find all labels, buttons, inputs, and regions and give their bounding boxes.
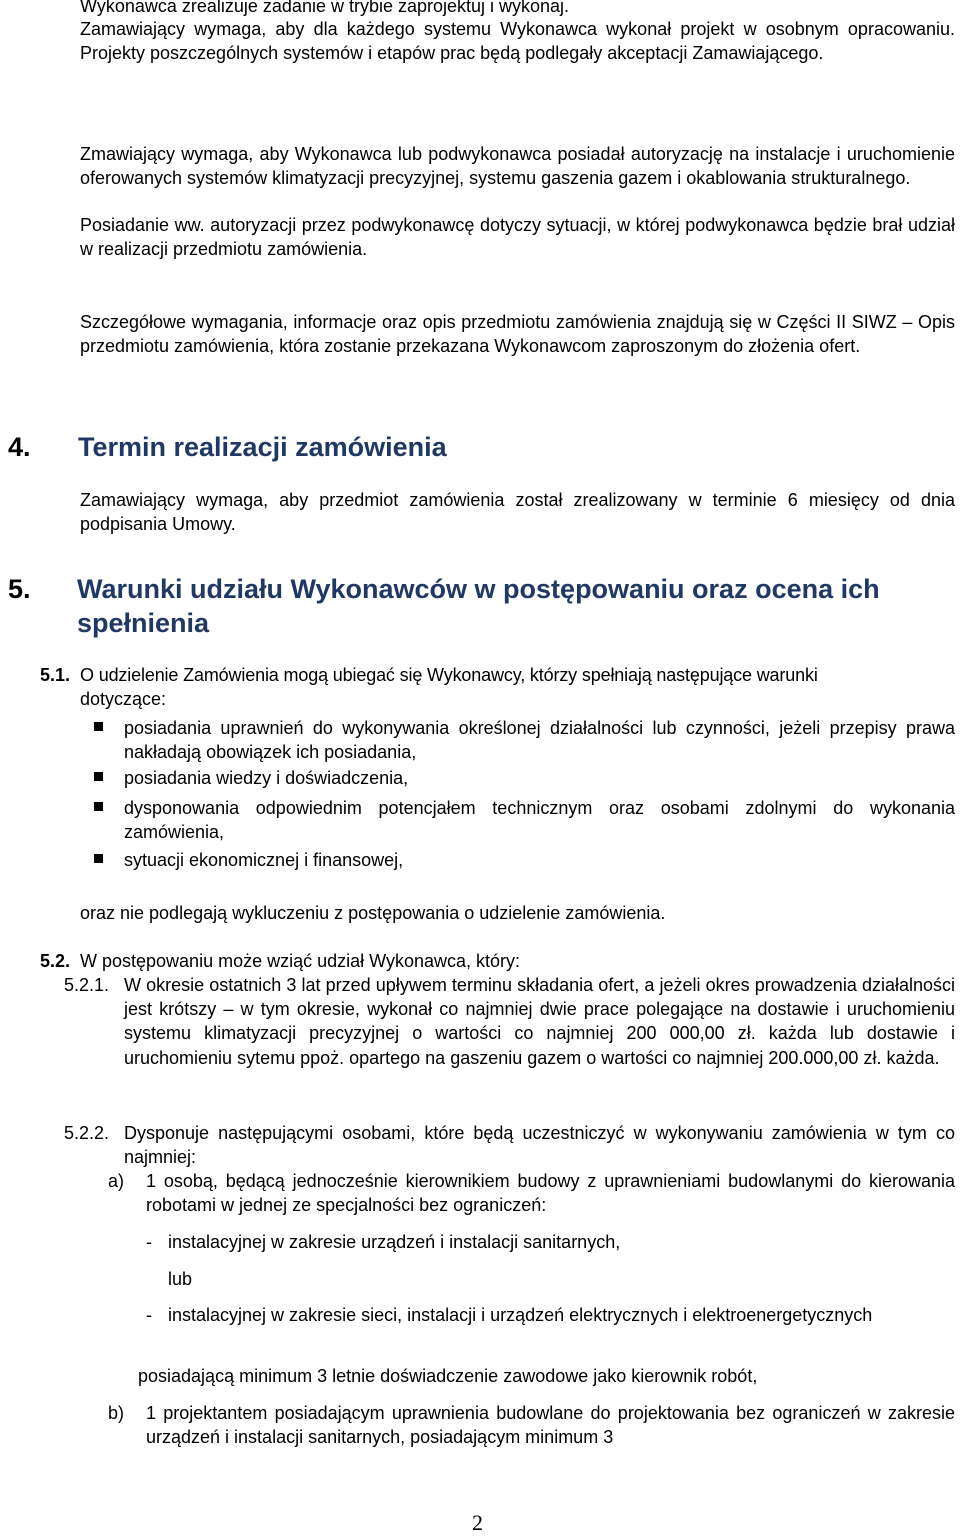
item-b-text: 1 projektantem posiadającym uprawnienia budowlane do projektowania bez ograniczeń w zakresie urządzeń i instalacji sanitarnych, posiadającym minimum 3 (146, 1403, 955, 1448)
paragraph-subcontractor: Posiadanie ww. autoryzacji przez podwykonawcę dotyczy sytuacji, w której podwykonawca będzie brał udział w realizacji przedmiotu zamówienia. (80, 215, 955, 260)
section-4-heading: Termin realizacji zamówienia (78, 432, 447, 462)
bullet-square-icon (94, 722, 103, 731)
dash-bullet: - (146, 1232, 152, 1252)
paragraph-authorization: Zmawiający wymaga, aby Wykonawca lub podwykonawca posiadał autoryzację na instalacje i uruchomienie oferowanych systemów klimatyzacji precyzyjnej, systemu gaszenia gazem i okablowania strukturalnego. (80, 144, 955, 189)
item-a-dash-1: instalacyjnej w zakresie urządzeń i instalacji sanitarnych, (168, 1232, 621, 1252)
clause-5-2-2-number: 5.2.2. (64, 1123, 110, 1143)
section-5-number: 5. (8, 574, 31, 604)
clause-5-1-number: 5.1. (40, 665, 71, 685)
item-a-closing: posiadającą minimum 3 letnie doświadczenie zawodowe jako kierownik robót, (138, 1366, 758, 1386)
bullet-item: posiadania uprawnień do wykonywania określonej działalności lub czynności, jeżeli przepisy prawa nakładają obowiązek ich posiadania, (124, 718, 955, 763)
section-4-body: Zamawiający wymaga, aby przedmiot zamówienia został zrealizowany w terminie 6 miesięcy od dnia podpisania Umowy. (80, 490, 955, 535)
item-b-label: b) (108, 1403, 125, 1423)
clause-5-1-text: O udzielenie Zamówienia mogą ubiegać się Wykonawcy, którzy spełniają następujące warunki (80, 665, 818, 685)
clause-5-2-number: 5.2. (40, 951, 71, 971)
section-4-number: 4. (8, 432, 31, 462)
bullet-square-icon (94, 802, 103, 811)
clause-5-1-text-cont: dotyczące: (80, 689, 167, 709)
bullet-item: dysponowania odpowiednim potencjałem technicznym oraz osobami zdolnymi do wykonania zamówienia, (124, 798, 955, 843)
clause-5-1-closing: oraz nie podlegają wykluczeniu z postępowania o udzielenie zamówienia. (80, 903, 666, 923)
item-a-label: a) (108, 1171, 125, 1191)
clause-5-2-1-text: W okresie ostatnich 3 lat przed upływem terminu składania ofert, a jeżeli okres prowadzenia działalności jest krótszy – w tym okresie, wykonał co najmniej dwie prace polegające na dostawie i uruchomieniu systemu klimatyzacji precyzyjnej o wartości co najmniej 200 000,00 zł. każda lub dostawie i uruchomieniu sytemu ppoż. opartego na gaszeniu gazem o wartości co najmniej 200.000,00 zł. każda. (124, 975, 955, 1068)
item-a-text: 1 osobą, będącą jednocześnie kierownikiem budowy z uprawnieniami budowlanymi do kierowania robotami w jednej ze specjalności bez ograniczeń: (146, 1171, 955, 1216)
clause-5-2-2-text: Dysponuje następującymi osobami, które będą uczestniczyć w wykonywaniu zamówienia w tym co najmniej: (124, 1123, 955, 1168)
section-5-heading-line1: Warunki udziału Wykonawców w postępowaniu oraz ocena ich (77, 574, 880, 604)
page-number: 2 (472, 1510, 483, 1535)
bullet-square-icon (94, 772, 103, 781)
dash-bullet: - (146, 1305, 152, 1325)
section-5-heading-line2: spełnienia (77, 608, 210, 638)
bullet-square-icon (94, 854, 103, 863)
item-a-or: lub (168, 1269, 193, 1289)
clause-5-2-text: W postępowaniu może wziąć udział Wykonawca, który: (80, 951, 521, 971)
paragraph-projects: Zamawiający wymaga, aby dla każdego systemu Wykonawca wykonał projekt w osobnym opracowaniu. Projekty poszczególnych systemów i etapów prac będą podlegały akceptacji Zamawiającego. (80, 19, 955, 64)
clause-5-2-1-number: 5.2.1. (64, 975, 110, 995)
paragraph-details: Szczegółowe wymagania, informacje oraz opis przedmiotu zamówienia znajdują się w Części II SIWZ – Opis przedmiotu zamówienia, która zostanie przekazana Wykonawcom zaproszonym do złożenia ofert. (80, 312, 955, 357)
intro-line: Wykonawca zrealizuje zadanie w trybie zaprojektuj i wykonaj. (80, 0, 570, 16)
item-a-dash-2: instalacyjnej w zakresie sieci, instalacji i urządzeń elektrycznych i elektroenergetycznych (168, 1305, 873, 1325)
bullet-item: posiadania wiedzy i doświadczenia, (124, 768, 409, 788)
bullet-item: sytuacji ekonomicznej i finansowej, (124, 850, 404, 870)
